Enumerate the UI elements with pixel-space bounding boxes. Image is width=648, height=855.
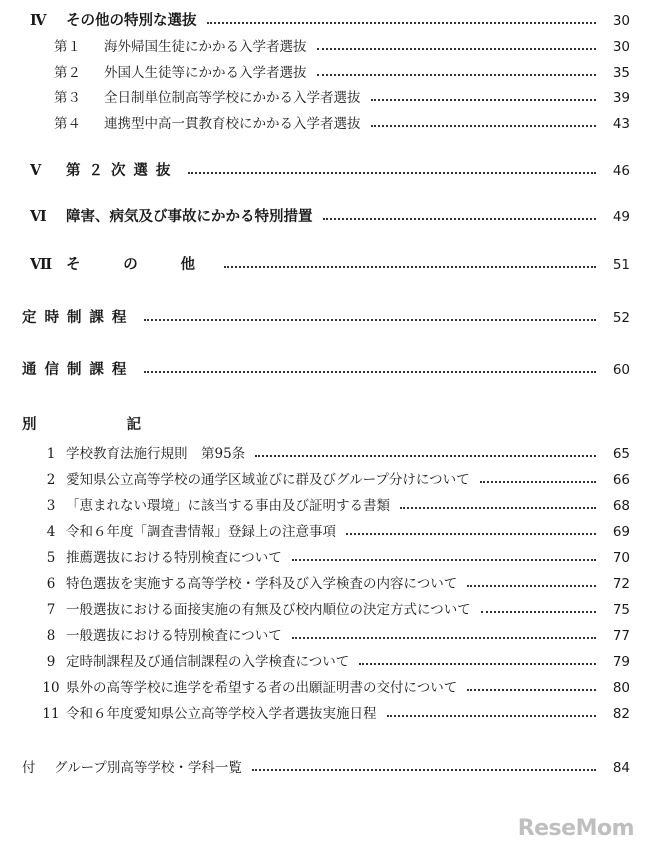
page-number: 77 (612, 628, 630, 644)
toc-entry-section-7 (30, 254, 630, 276)
page-number: 84 (612, 760, 630, 776)
toc-entry-bekki-11 (36, 703, 630, 725)
page-number: 60 (612, 362, 630, 378)
item-number: 1 (46, 446, 56, 462)
section-number: Ⅶ (30, 256, 53, 273)
leader-dots (467, 585, 596, 587)
leader-dots (317, 74, 597, 76)
item-title: 海外帰国生徒にかかる入学者選抜 (104, 39, 307, 55)
item-title: 一般選抜における特別検査について (66, 628, 282, 644)
section-title: そ の 他 (66, 257, 214, 273)
toc-entry-4-2 (54, 62, 630, 84)
bekki-heading (22, 413, 141, 434)
toc-entry-bekki-10 (36, 677, 630, 699)
page-number: 51 (612, 257, 630, 273)
item-title: 愛知県公立高等学校の通学区域並びに群及びグループ分けについて (66, 472, 470, 488)
page-number: 70 (612, 550, 630, 566)
leader-dots (252, 769, 596, 771)
leader-dots (323, 218, 597, 220)
toc-entry-4-4 (54, 113, 630, 135)
toc-entry-bekki-1 (36, 443, 630, 465)
toc-entry-bekki-6 (36, 573, 630, 595)
item-number: 10 (42, 680, 60, 696)
page-number: 39 (612, 90, 630, 106)
item-number: 4 (46, 524, 56, 540)
page-number: 49 (612, 209, 630, 225)
item-number: 第４ (54, 116, 81, 132)
toc-entry-teiji (22, 307, 630, 329)
item-title: 連携型中高一貫教育校にかかる入学者選抜 (104, 116, 361, 132)
item-title: 特色選抜を実施する高等学校・学科及び入学検査の内容について (66, 576, 458, 592)
toc-entry-tsushin (22, 359, 630, 381)
item-title: 「恵まれない環境」に該当する事由及び証明する書類 (66, 498, 390, 514)
item-number: 2 (46, 472, 56, 488)
toc-entry-section-5 (30, 160, 630, 182)
toc-entry-bekki-2 (36, 469, 630, 491)
leader-dots (144, 371, 596, 373)
page-number: 43 (612, 116, 630, 132)
bekki-heading-first: 別 (22, 417, 37, 433)
item-number: 11 (42, 706, 60, 722)
leader-dots (387, 715, 597, 717)
page-number: 52 (612, 310, 630, 326)
item-number: 3 (46, 498, 56, 514)
appendix-marker: 付 (22, 760, 36, 776)
leader-dots (292, 637, 596, 639)
item-number: 9 (46, 654, 56, 670)
item-title: 県外の高等学校に進学を希望する者の出願証明書の交付について (66, 680, 458, 696)
leader-dots (359, 663, 596, 665)
item-title: 学校教育法施行規則 第95条 (66, 446, 246, 462)
item-number: 第１ (54, 39, 81, 55)
leader-dots (467, 689, 596, 691)
item-number: 6 (46, 576, 56, 592)
toc-entry-section-4 (30, 10, 630, 32)
section-number: Ⅳ (30, 12, 47, 29)
item-number: 7 (46, 602, 56, 618)
toc-entry-4-3 (54, 87, 630, 109)
page-number: 79 (612, 654, 630, 670)
toc-entry-4-1 (54, 36, 630, 58)
page-number: 69 (612, 524, 630, 540)
leader-dots (224, 266, 596, 268)
leader-dots (400, 507, 596, 509)
page-number: 68 (612, 498, 630, 514)
leader-dots (144, 319, 596, 321)
item-number: 8 (46, 628, 56, 644)
section-number: Ⅴ (30, 162, 42, 179)
leader-dots (480, 481, 596, 483)
page-number: 82 (612, 706, 630, 722)
item-title: 全日制単位制高等学校にかかる入学者選抜 (104, 90, 361, 106)
item-title: 推薦選抜における特別検査について (66, 550, 282, 566)
item-number: 第３ (54, 90, 81, 106)
item-number: 第２ (54, 65, 81, 81)
page-number: 30 (612, 39, 630, 55)
bekki-heading-second: 記 (126, 417, 142, 433)
leader-dots (346, 533, 596, 535)
item-title: 一般選抜における面接実施の有無及び校内順位の決定方式について (66, 602, 471, 618)
page-number: 66 (612, 472, 630, 488)
section-title: 障害、病気及び事故にかかる特別措置 (66, 209, 313, 225)
toc-entry-bekki-8 (36, 625, 630, 647)
leader-dots (255, 455, 596, 457)
toc-entry-bekki-3 (36, 495, 630, 517)
toc-entry-section-6 (30, 206, 630, 228)
toc-entry-appendix (22, 757, 630, 779)
item-title: 定時制課程及び通信制課程の入学検査について (66, 654, 350, 670)
toc-entry-bekki-9 (36, 651, 630, 673)
leader-dots (371, 99, 597, 101)
section-title: 通信制課程 (22, 362, 135, 378)
leader-dots (371, 125, 597, 127)
item-number: 5 (46, 550, 56, 566)
leader-dots (188, 172, 596, 174)
toc-entry-bekki-5 (36, 547, 630, 569)
appendix-title: グループ別高等学校・学科一覧 (54, 760, 242, 776)
leader-dots (317, 48, 597, 50)
leader-dots (207, 22, 597, 24)
page-number: 46 (612, 163, 630, 179)
item-title: 令和６年度「調査書情報」登録上の注意事項 (66, 524, 336, 540)
page-number: 75 (612, 602, 630, 618)
item-title: 令和６年度愛知県公立高等学校入学者選抜実施日程 (66, 706, 377, 722)
leader-dots (292, 559, 596, 561)
resemom-logo: ReseMom (517, 816, 634, 841)
page-number: 30 (612, 13, 630, 29)
toc-entry-bekki-4 (36, 521, 630, 543)
item-title: 外国人生徒等にかかる入学者選抜 (104, 65, 307, 81)
leader-dots (481, 611, 596, 613)
section-number: Ⅵ (30, 208, 47, 225)
page-number: 80 (612, 680, 630, 696)
section-title: その他の特別な選抜 (66, 13, 197, 29)
section-title: 第２次選抜 (66, 163, 179, 179)
toc-entry-bekki-7 (36, 599, 630, 621)
page-number: 35 (612, 65, 630, 81)
section-title: 定時制課程 (22, 310, 135, 326)
page-number: 65 (612, 446, 630, 462)
page-number: 72 (612, 576, 630, 592)
